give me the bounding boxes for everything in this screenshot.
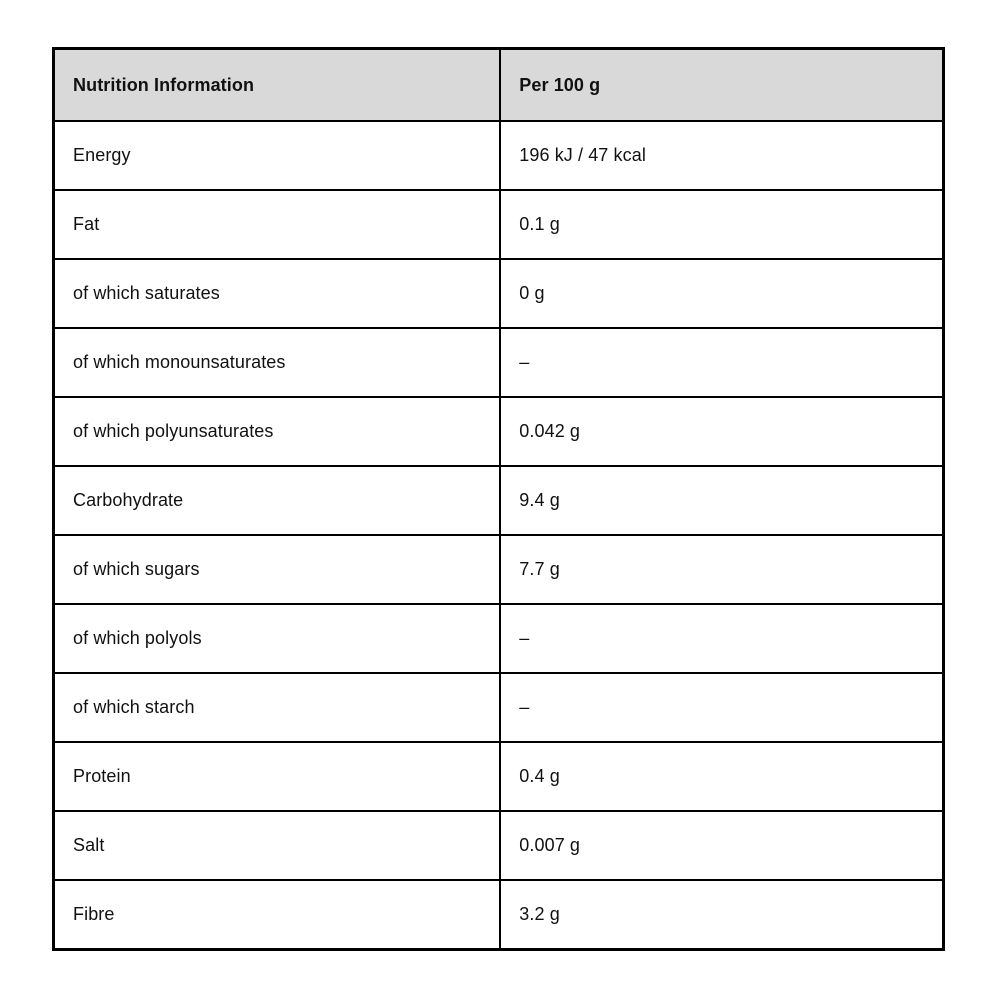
row-value: 196 kJ / 47 kcal	[500, 121, 943, 190]
table-row-salt	[54, 811, 944, 880]
row-label: Fat	[54, 190, 501, 259]
table-row-monounsaturates	[54, 328, 944, 397]
table-row-fat	[54, 190, 944, 259]
row-value: –	[500, 328, 943, 397]
table-row-starch	[54, 673, 944, 742]
row-value: 0 g	[500, 259, 943, 328]
table-row-sugars	[54, 535, 944, 604]
table-row-fibre	[54, 880, 944, 950]
row-label: of which polyols	[54, 604, 501, 673]
row-label: of which sugars	[54, 535, 501, 604]
row-value: 7.7 g	[500, 535, 943, 604]
table-row-polyunsaturates	[54, 397, 944, 466]
row-value: 3.2 g	[500, 880, 943, 950]
row-value: –	[500, 673, 943, 742]
row-value: 9.4 g	[500, 466, 943, 535]
row-label: of which monounsaturates	[54, 328, 501, 397]
row-label: of which saturates	[54, 259, 501, 328]
row-label: Protein	[54, 742, 501, 811]
row-label: Carbohydrate	[54, 466, 501, 535]
row-value: 0.1 g	[500, 190, 943, 259]
row-label: of which polyunsaturates	[54, 397, 501, 466]
row-label: Salt	[54, 811, 501, 880]
row-value: 0.4 g	[500, 742, 943, 811]
header-nutrition-information: Nutrition Information	[54, 49, 501, 122]
table-row-saturates	[54, 259, 944, 328]
table-row-polyols	[54, 604, 944, 673]
row-value: 0.007 g	[500, 811, 943, 880]
table-row-carbohydrate	[54, 466, 944, 535]
row-value: 0.042 g	[500, 397, 943, 466]
row-label: Energy	[54, 121, 501, 190]
nutrition-table	[52, 47, 945, 951]
table-row-protein	[54, 742, 944, 811]
row-label: Fibre	[54, 880, 501, 950]
header-row	[54, 49, 944, 122]
row-value: –	[500, 604, 943, 673]
row-label: of which starch	[54, 673, 501, 742]
header-per-100g: Per 100 g	[500, 49, 943, 122]
table-row-energy	[54, 121, 944, 190]
